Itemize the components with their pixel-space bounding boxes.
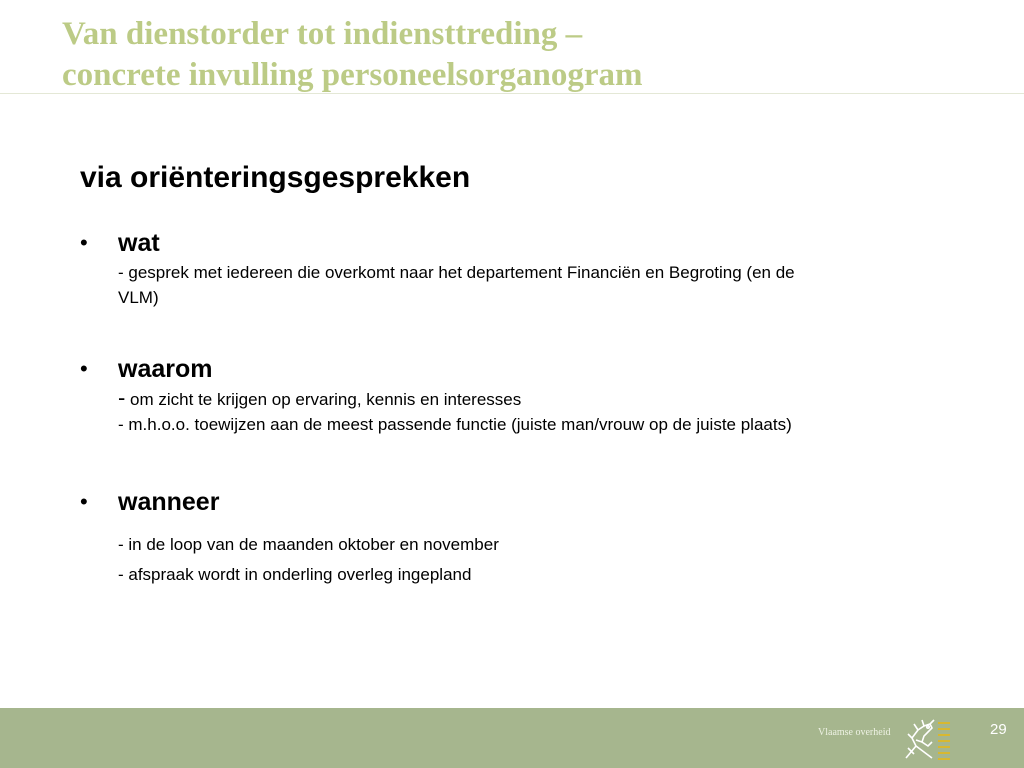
- section-heading-waarom: waarom: [118, 355, 213, 383]
- page-number: 29: [990, 721, 1007, 738]
- bullet-icon: •: [80, 230, 88, 255]
- section-line-dash: -: [118, 385, 126, 410]
- flemish-lion-icon: [902, 718, 954, 762]
- section-line: - in de loop van de maanden oktober en november: [118, 535, 499, 554]
- bullet-icon: •: [80, 356, 88, 381]
- section-wanneer: [80, 487, 940, 590]
- section-heading-wat: wat: [118, 229, 160, 257]
- section-line: - m.h.o.o. toewijzen aan de meest passende functie (juiste man/vrouw op de juiste plaats): [118, 415, 792, 434]
- section-heading-wanneer: wanneer: [118, 488, 220, 516]
- brand-label: Vlaamse overheid: [818, 727, 891, 738]
- section-line-text: om zicht te krijgen op ervaring, kennis en interesses: [125, 390, 522, 409]
- section-line: - gesprek met iedereen die overkomt naar het departement Financiën en Begroting (en de: [118, 263, 795, 282]
- slide-title-line-2: concrete invulling personeelsorganogram: [62, 57, 643, 93]
- footer-bar: [0, 708, 1024, 768]
- section-line: - afspraak wordt in onderling overleg ingepland: [118, 565, 472, 584]
- bullet-icon: •: [80, 489, 88, 514]
- title-divider: [0, 93, 1024, 94]
- section-waarom: [80, 354, 940, 437]
- slide-title-line-1: Van dienstorder tot indiensttreding –: [62, 16, 583, 52]
- section-line: VLM): [118, 288, 159, 307]
- section-wat: [80, 228, 940, 310]
- slide-title: [62, 14, 962, 96]
- slide-subtitle: via oriënteringsgesprekken: [80, 161, 471, 194]
- section-line: [118, 385, 940, 412]
